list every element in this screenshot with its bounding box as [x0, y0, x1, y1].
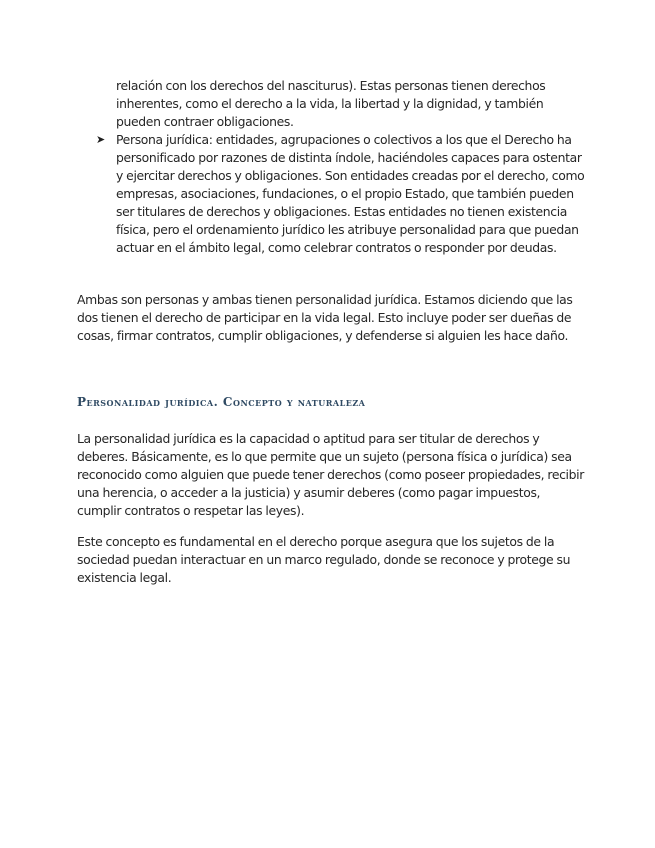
section-heading: Personalidad jurídica. Concepto y naturaleza	[77, 395, 366, 409]
list-item-continuation-text: relación con los derechos del nasciturus). Estas personas tienen derechos inherentes, como el derecho a la vida, la libertad y la dignidad, y también pueden contraer obligaciones.	[116, 78, 546, 129]
list-item-text: Persona jurídica: entidades, agrupaciones o colectivos a los que el Derecho ha personificado por razones de distinta índole, haciéndoles capaces para ostentar y ejercitar derechos y obligaciones. Son entidades creadas por el derecho, como empresas, asociaciones, fundaciones, o el propio Estado, que también pueden ser titulares de derechos y obligaciones. Estas entidades no tienen existencia física, pero el ordenamiento jurídico les atribuye personalidad para que puedan actuar en el ámbito legal, como celebrar contratos o responder por deudas.	[116, 132, 585, 255]
arrow-bullet-icon: ➤	[96, 133, 106, 146]
paragraph: Este concepto es fundamental en el derecho porque asegura que los sujetos de la sociedad puedan interactuar en un marco regulado, donde se reconoce y protege su existencia legal.	[77, 534, 571, 585]
paragraph: Ambas son personas y ambas tienen personalidad jurídica. Estamos diciendo que las dos tienen el derecho de participar en la vida legal. Esto incluye poder ser dueñas de cosas, firmar contratos, cumplir obligaciones, y defenderse si alguien les hace daño.	[77, 292, 573, 343]
paragraph: La personalidad jurídica es la capacidad o aptitud para ser titular de derechos y deberes. Básicamente, es lo que permite que un sujeto (persona física o jurídica) sea reconocido como alguien que puede tener derechos (como poseer propiedades, recibir una herencia, o acceder a la justicia) y asumir deberes (como pagar impuestos, cumplir contratos o respetar las leyes).	[77, 431, 584, 518]
